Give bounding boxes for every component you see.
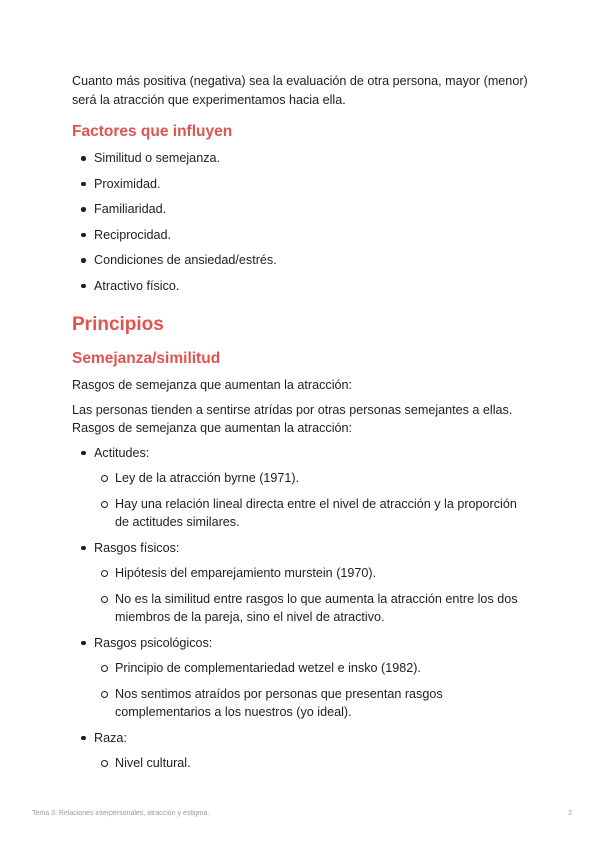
sublist-item: Ley de la atracción byrne (1971).: [94, 469, 532, 488]
sublist: [94, 754, 532, 773]
intro-paragraph: Cuanto más positiva (negativa) sea la evaluación de otra persona, mayor (menor) será la atracción que experimentamos hacia ella.: [72, 74, 528, 107]
page-number: 2: [568, 810, 572, 817]
sublist-item: Principio de complementariedad wetzel e insko (1982).: [94, 659, 532, 678]
list-item-rasgos-psicologicos: [72, 634, 532, 722]
sublist-item: No es la similitud entre rasgos lo que aumenta la atracción entre los dos miembros de la pareja, sino el nivel de atractivo.: [94, 590, 532, 627]
sublist-item: Hipótesis del emparejamiento murstein (1970).: [94, 564, 532, 583]
list-item-label: Rasgos físicos:: [94, 540, 180, 555]
semejanza-paragraph-2: Las personas tienden a sentirse atrídas por otras personas semejantes a ellas. Rasgos de semejanza que aumentan la atracción:: [72, 402, 513, 435]
factores-heading: Factores que influyen: [72, 123, 233, 140]
sublist: [94, 564, 532, 627]
page-content: [72, 72, 532, 780]
page-footer: [32, 810, 572, 817]
list-item-label: Actitudes:: [94, 445, 150, 460]
list-item-rasgos-fisicos: [72, 539, 532, 627]
principios-heading: Principios: [72, 314, 164, 335]
list-item: Similitud o semejanza.: [72, 149, 532, 168]
sublist: [94, 469, 532, 532]
semejanza-list: [72, 444, 532, 773]
semejanza-paragraph-1: Rasgos de semejanza que aumentan la atracción:: [72, 378, 353, 392]
list-item: Familiaridad.: [72, 200, 532, 219]
sublist-item: Nos sentimos atraídos por personas que presentan rasgos complementarios a los nuestros (yo ideal).: [94, 685, 532, 722]
footer-title: Tema 3: Relaciones interpersonales, atracción y estigma.: [32, 810, 210, 817]
sublist-item: Hay una relación lineal directa entre el nivel de atracción y la proporción de actitudes similares.: [94, 495, 532, 532]
list-item-raza: [72, 729, 532, 773]
list-item: Proximidad.: [72, 175, 532, 194]
sublist: [94, 659, 532, 722]
list-item-label: Rasgos psicológicos:: [94, 635, 213, 650]
list-item-actitudes: [72, 444, 532, 532]
sublist-item: Nivel cultural.: [94, 754, 532, 773]
list-item-label: Raza:: [94, 730, 127, 745]
semejanza-heading: Semejanza/similitud: [72, 350, 221, 367]
list-item: Atractivo físico.: [72, 277, 532, 296]
list-item: Reciprocidad.: [72, 226, 532, 245]
list-item: Condiciones de ansiedad/estrés.: [72, 251, 532, 270]
factores-list: [72, 149, 532, 295]
